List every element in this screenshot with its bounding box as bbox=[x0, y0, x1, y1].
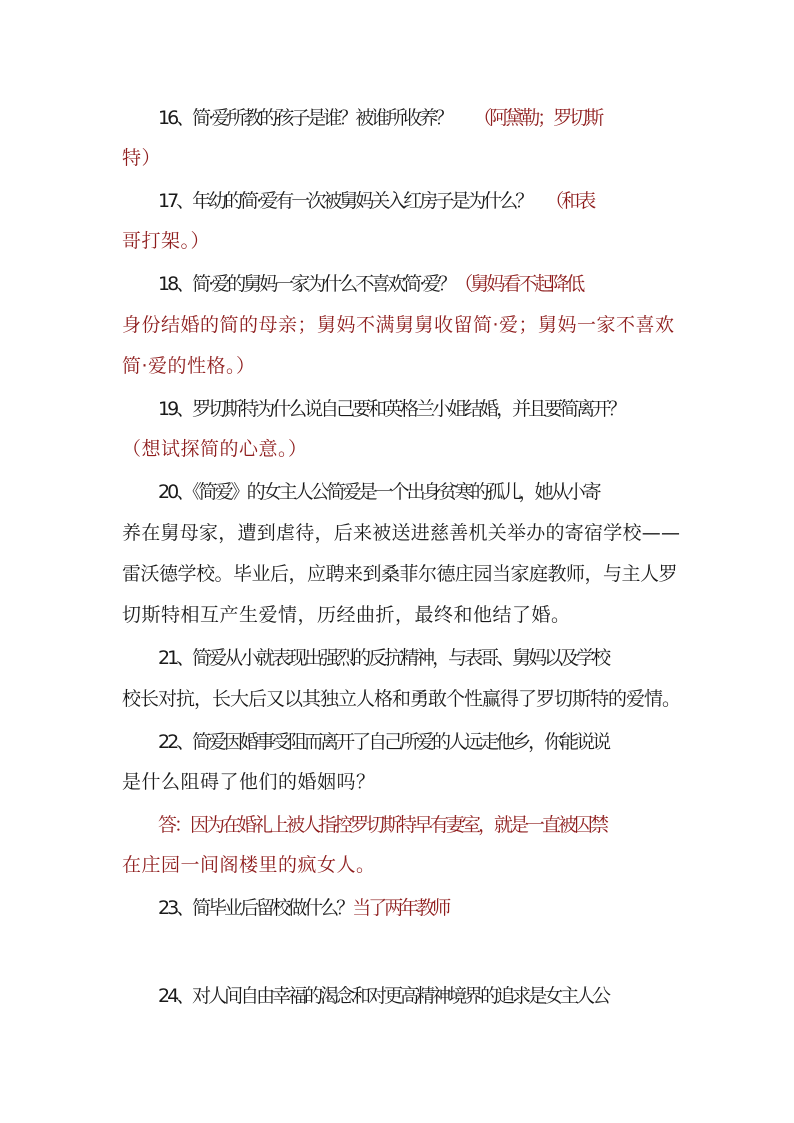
question-17 bbox=[158, 189, 718, 213]
answer-17: （和表 bbox=[545, 190, 594, 212]
question-19: 19、罗切斯特为什么说自己要和英格兰小姐结婚，并且要简离开？ bbox=[158, 398, 625, 420]
question-16 bbox=[158, 106, 718, 130]
item-20-line2: 养在舅母家，遭到虐待，后来被送进慈善机关举办的寄宿学校—— bbox=[122, 522, 681, 544]
answer-16-cont: 特） bbox=[122, 147, 162, 169]
item-24-line1: 24、对人间自由幸福的渴念和对更高精神境界的追求是女主人公 bbox=[158, 985, 609, 1007]
answer-18-cont2: 简·爱的性格。） bbox=[122, 355, 256, 377]
item-20-line1: 20、《简爱》的女主人公简爱是一个出身贫寒的孤儿，她从小寄 bbox=[158, 481, 599, 503]
question-18-text: 18、简·爱的舅妈一家为什么不喜欢简·爱？ bbox=[158, 273, 455, 295]
answer-19: （想试探简的心意。） bbox=[122, 438, 308, 460]
question-23-text: 23、简毕业后留校做什么？ bbox=[158, 897, 353, 919]
question-23 bbox=[158, 896, 718, 920]
answer-22-line1: 答：因为在婚礼上被人指控罗切斯特早有妻室，就是一直被囚禁 bbox=[158, 814, 607, 836]
item-21-line1: 21、简爱从小就表现出强烈的反抗精神，与表哥、舅妈以及学校 bbox=[158, 647, 609, 669]
answer-18: （舅妈看不起降低 bbox=[454, 273, 583, 295]
item-20-line3: 雷沃德学校。毕业后，应聘来到桑菲尔德庄园当家庭教师，与主人罗 bbox=[122, 563, 678, 585]
item-22-line2: 是什么阻碍了他们的婚姻吗？ bbox=[122, 771, 376, 793]
question-16-text: 16、简·爱所教的孩子是谁？被谁所收养？ bbox=[158, 107, 452, 129]
answer-23: 当了两年教师 bbox=[352, 897, 449, 919]
question-17-text: 17、年幼的简·爱有一次被舅妈关入红房子是为什么？ bbox=[158, 190, 532, 212]
answer-16: （阿黛勒；罗切斯 bbox=[473, 107, 602, 129]
item-20-line4: 切斯特相互产生爱情，历经曲折，最终和他结了婚。 bbox=[122, 604, 571, 626]
answer-22-line2: 在庄园一间阁楼里的疯女人。 bbox=[122, 854, 376, 876]
item-22-line1: 22、简爱因婚事受阻而离开了自己所爱的人远走他乡，你能说说 bbox=[158, 731, 609, 753]
answer-18-cont1: 身份结婚的简的母亲；舅妈不满舅舅收留简·爱；舅妈一家不喜欢 bbox=[122, 314, 675, 336]
answer-17-cont: 哥打架。） bbox=[122, 230, 211, 252]
item-21-line2: 校长对抗，长大后又以其独立人格和勇敢个性赢得了罗切斯特的爱情。 bbox=[122, 688, 681, 710]
question-18 bbox=[158, 272, 718, 296]
